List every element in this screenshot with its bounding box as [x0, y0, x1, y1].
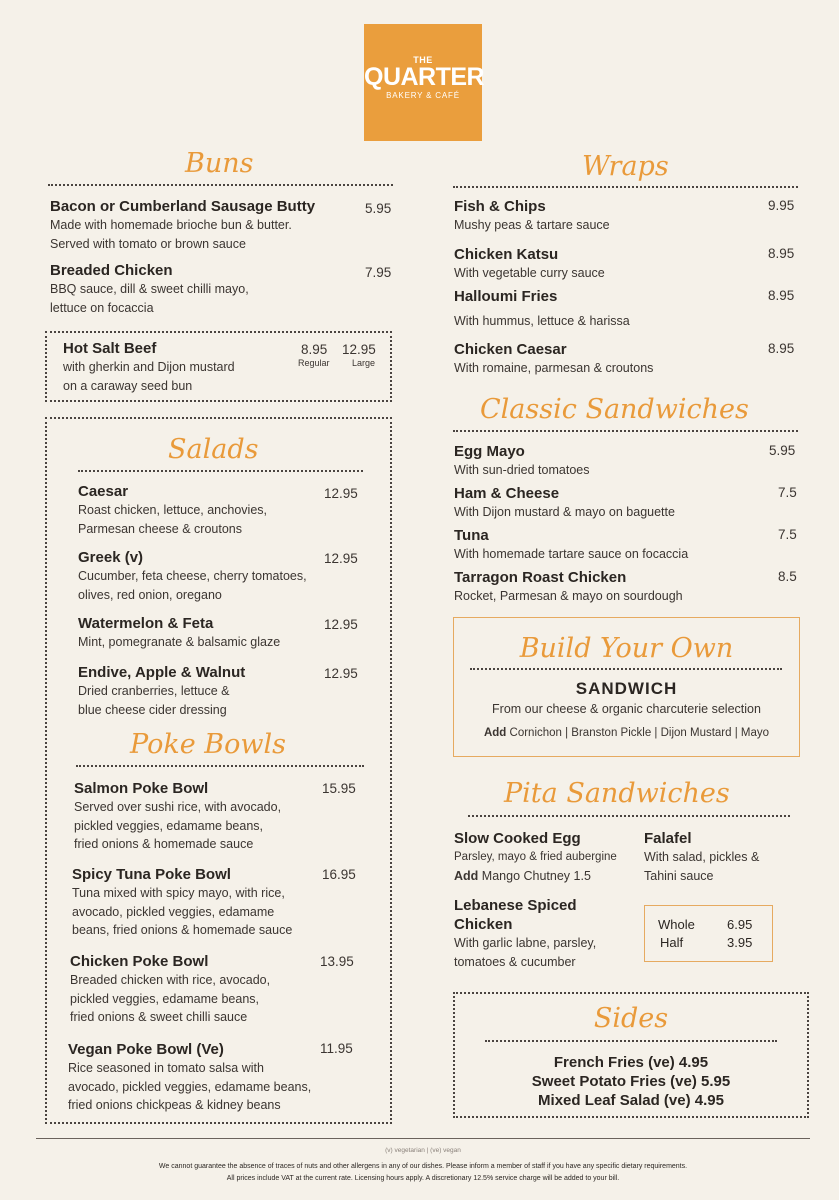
footer-allergen: We cannot guarantee the absence of traces of nuts and other allergens in any of our dishes. Please inform a member of staff if you have any specific dietary requirements. — [158, 1163, 688, 1170]
item-name: Tarragon Roast Chicken — [454, 569, 627, 586]
item-desc: avocado, pickled veggies, edamame — [72, 904, 275, 919]
item-desc: Tuna mixed with spicy mayo, with rice, — [72, 886, 285, 900]
footer-rule — [36, 1138, 810, 1139]
item-price: 13.95 — [320, 954, 354, 969]
menu-item — [454, 484, 675, 522]
item-name: Falafel — [644, 830, 692, 847]
logo-line3: BAKERY & CAFÉ — [386, 91, 460, 100]
menu-item — [454, 287, 630, 331]
item-desc: on a caraway seed bun — [63, 378, 193, 393]
build-add-label: Add — [483, 727, 507, 739]
item-desc: Rocket, Parmesan & mayo on sourdough — [454, 589, 683, 603]
item-desc: pickled veggies, edamame beans, — [74, 818, 264, 833]
build-divider — [470, 668, 782, 670]
half-label: Half — [660, 935, 684, 950]
item-price: 12.95 — [324, 486, 358, 501]
item-desc: fried onions & sweet chilli sauce — [70, 1010, 248, 1024]
menu-item — [454, 197, 610, 235]
item-price: 12.95 — [324, 617, 358, 632]
item-desc: lettuce on focaccia — [50, 300, 154, 315]
poke-title: Poke Bowls — [130, 729, 286, 760]
item-desc: Breaded chicken with rice, avocado, — [70, 973, 271, 987]
item-desc: tomatoes & cucumber — [454, 954, 576, 969]
sides-title: Sides — [593, 1003, 669, 1034]
item-price: 7.95 — [365, 265, 392, 280]
item-desc: With Dijon mustard & mayo on baguette — [454, 505, 675, 519]
half-price: 3.95 — [727, 935, 753, 950]
wraps-divider — [453, 186, 798, 188]
item-name: Tuna — [454, 527, 489, 544]
item-price: 12.95 — [324, 551, 358, 566]
footer-vat: All prices include VAT at the current rate. Licensing hours apply. A discretionary 12.5% service charge will be added to your bill. — [226, 1175, 620, 1182]
item-price: 8.95 — [768, 288, 795, 303]
item-price: 8.5 — [778, 569, 797, 584]
logo-line2: QUARTER — [364, 63, 485, 91]
item-price: 8.95 — [768, 246, 795, 261]
item-price: 12.95 — [324, 666, 358, 681]
add-label: Add — [454, 868, 479, 883]
item-name: Chicken Katsu — [454, 246, 559, 263]
menu-item — [454, 526, 688, 564]
item-name: Egg Mayo — [454, 443, 525, 460]
item-desc: With vegetable curry sauce — [454, 266, 605, 280]
item-name: Slow Cooked Egg — [454, 830, 581, 847]
item-desc: Made with homemade brioche bun & butter. — [50, 218, 292, 232]
item-desc: pickled veggies, edamame beans, — [70, 991, 260, 1006]
poke-divider — [76, 765, 364, 767]
menu-item — [63, 339, 235, 395]
menu-item — [72, 865, 292, 940]
item-name: Halloumi Fries — [454, 288, 558, 305]
item-desc: With romaine, parmesan & croutons — [454, 361, 654, 375]
pita-price-box — [644, 905, 773, 962]
build-subtitle: SANDWICH — [575, 679, 678, 698]
build-add-items: Cornichon | Branston Pickle | Dijon Mustard | Mayo — [509, 727, 770, 739]
item-desc: Mint, pomegranate & balsamic glaze — [78, 635, 281, 649]
item-desc: With homemade tartare sauce on focaccia — [454, 547, 689, 561]
menu-item — [454, 568, 683, 606]
item-price: 7.5 — [778, 527, 797, 542]
item-name: Hot Salt Beef — [63, 340, 157, 357]
item-name: Lebanese Spiced — [454, 897, 577, 914]
price-large: 12.95 — [342, 342, 376, 357]
item-name: Ham & Cheese — [454, 485, 560, 502]
menu-item — [78, 482, 267, 538]
buns-divider — [48, 184, 393, 186]
side-item: French Fries (ve) 4.95 — [553, 1054, 709, 1071]
logo-line1: THE — [413, 55, 433, 65]
item-desc: BBQ sauce, dill & sweet chilli mayo, — [50, 282, 249, 296]
item-price: 5.95 — [769, 443, 796, 458]
item-desc: with gherkin and Dijon mustard — [63, 360, 235, 374]
item-desc: Roast chicken, lettuce, anchovies, — [78, 503, 267, 517]
item-name: Chicken Caesar — [454, 341, 567, 358]
menu-item — [454, 829, 617, 885]
menu-item — [644, 829, 759, 885]
item-desc: Rice seasoned in tomato salsa with — [68, 1061, 264, 1075]
wraps-title: Wraps — [582, 151, 669, 182]
menu-item — [454, 245, 605, 283]
menu-item — [74, 779, 281, 854]
menu-item — [68, 1040, 311, 1115]
salads-divider — [78, 470, 363, 472]
menu-item — [78, 663, 245, 719]
footer-legend: (v) vegetarian | (ve) vegan — [385, 1147, 461, 1154]
pita-divider — [468, 815, 790, 817]
sides-list — [453, 1053, 809, 1110]
item-desc: fried onions & homemade sauce — [74, 837, 254, 851]
item-name: Chicken Poke Bowl — [70, 953, 209, 970]
item-price: 7.5 — [778, 485, 797, 500]
item-desc: Tahini sauce — [644, 868, 714, 883]
menu-item — [454, 442, 589, 480]
menu-item — [70, 952, 270, 1027]
item-desc: With sun-dried tomatoes — [454, 463, 590, 477]
item-name: Watermelon & Feta — [78, 615, 214, 632]
label-regular: Regular — [298, 358, 330, 368]
item-name: Greek (v) — [78, 549, 144, 566]
item-desc: Parmesan cheese & croutons — [78, 521, 242, 536]
menu-item — [50, 261, 249, 317]
buns-title: Buns — [185, 148, 254, 179]
item-desc: Mushy peas & tartare sauce — [454, 218, 610, 232]
build-desc: From our cheese & organic charcuterie selection — [492, 702, 761, 716]
item-desc: Served over sushi rice, with avocado, — [74, 800, 282, 814]
menu-item — [454, 340, 653, 378]
whole-price: 6.95 — [727, 917, 753, 932]
item-name: Caesar — [78, 483, 129, 500]
side-item: Mixed Leaf Salad (ve) 4.95 — [538, 1092, 724, 1109]
item-name: Vegan Poke Bowl (Ve) — [68, 1041, 224, 1058]
whole-label: Whole — [658, 917, 695, 932]
item-desc: Dried cranberries, lettuce & — [78, 684, 230, 698]
classic-title: Classic Sandwiches — [480, 394, 749, 425]
menu-item — [78, 548, 307, 604]
build-title: Build Your Own — [519, 633, 734, 664]
pita-title: Pita Sandwiches — [504, 778, 730, 809]
salads-title: Salads — [168, 434, 259, 465]
item-desc: With hummus, lettuce & harissa — [454, 314, 630, 328]
item-desc: Parsley, mayo & fried aubergine — [454, 851, 617, 863]
item-price: 9.95 — [768, 198, 795, 213]
item-name: Bacon or Cumberland Sausage Butty — [50, 198, 316, 215]
item-name: Breaded Chicken — [50, 262, 173, 279]
item-desc: blue cheese cider dressing — [78, 702, 227, 717]
menu-item — [50, 197, 315, 253]
item-desc: Served with tomato or brown sauce — [50, 236, 246, 251]
item-desc: Cucumber, feta cheese, cherry tomatoes, — [78, 569, 307, 583]
item-name: Endive, Apple & Walnut — [78, 664, 246, 681]
side-item: Sweet Potato Fries (ve) 5.95 — [531, 1073, 731, 1090]
item-name: Spicy Tuna Poke Bowl — [72, 866, 231, 883]
item-name: Chicken — [454, 916, 513, 933]
label-large: Large — [352, 358, 376, 368]
item-desc: With salad, pickles & — [644, 850, 760, 864]
item-desc: beans, fried onions & homemade sauce — [72, 923, 293, 937]
sides-divider — [485, 1040, 777, 1042]
item-name: Fish & Chips — [454, 198, 546, 215]
item-desc: With garlic labne, parsley, — [454, 936, 597, 950]
item-price: 15.95 — [322, 781, 356, 796]
add-text: Mango Chutney 1.5 — [481, 868, 591, 883]
logo — [364, 24, 485, 141]
item-desc: avocado, pickled veggies, edamame beans, — [68, 1079, 312, 1094]
item-price: 5.95 — [365, 201, 392, 216]
item-price: 8.95 — [768, 341, 795, 356]
menu-item — [78, 614, 280, 652]
item-desc: olives, red onion, oregano — [78, 587, 222, 602]
item-desc: fried onions chickpeas & kidney beans — [68, 1098, 281, 1112]
item-price: 11.95 — [320, 1041, 353, 1056]
menu-item — [454, 896, 596, 971]
item-price: 16.95 — [322, 867, 356, 882]
classic-divider — [453, 430, 798, 432]
item-name: Salmon Poke Bowl — [74, 780, 209, 797]
price-regular: 8.95 — [301, 342, 328, 357]
build-add-row — [453, 727, 800, 739]
